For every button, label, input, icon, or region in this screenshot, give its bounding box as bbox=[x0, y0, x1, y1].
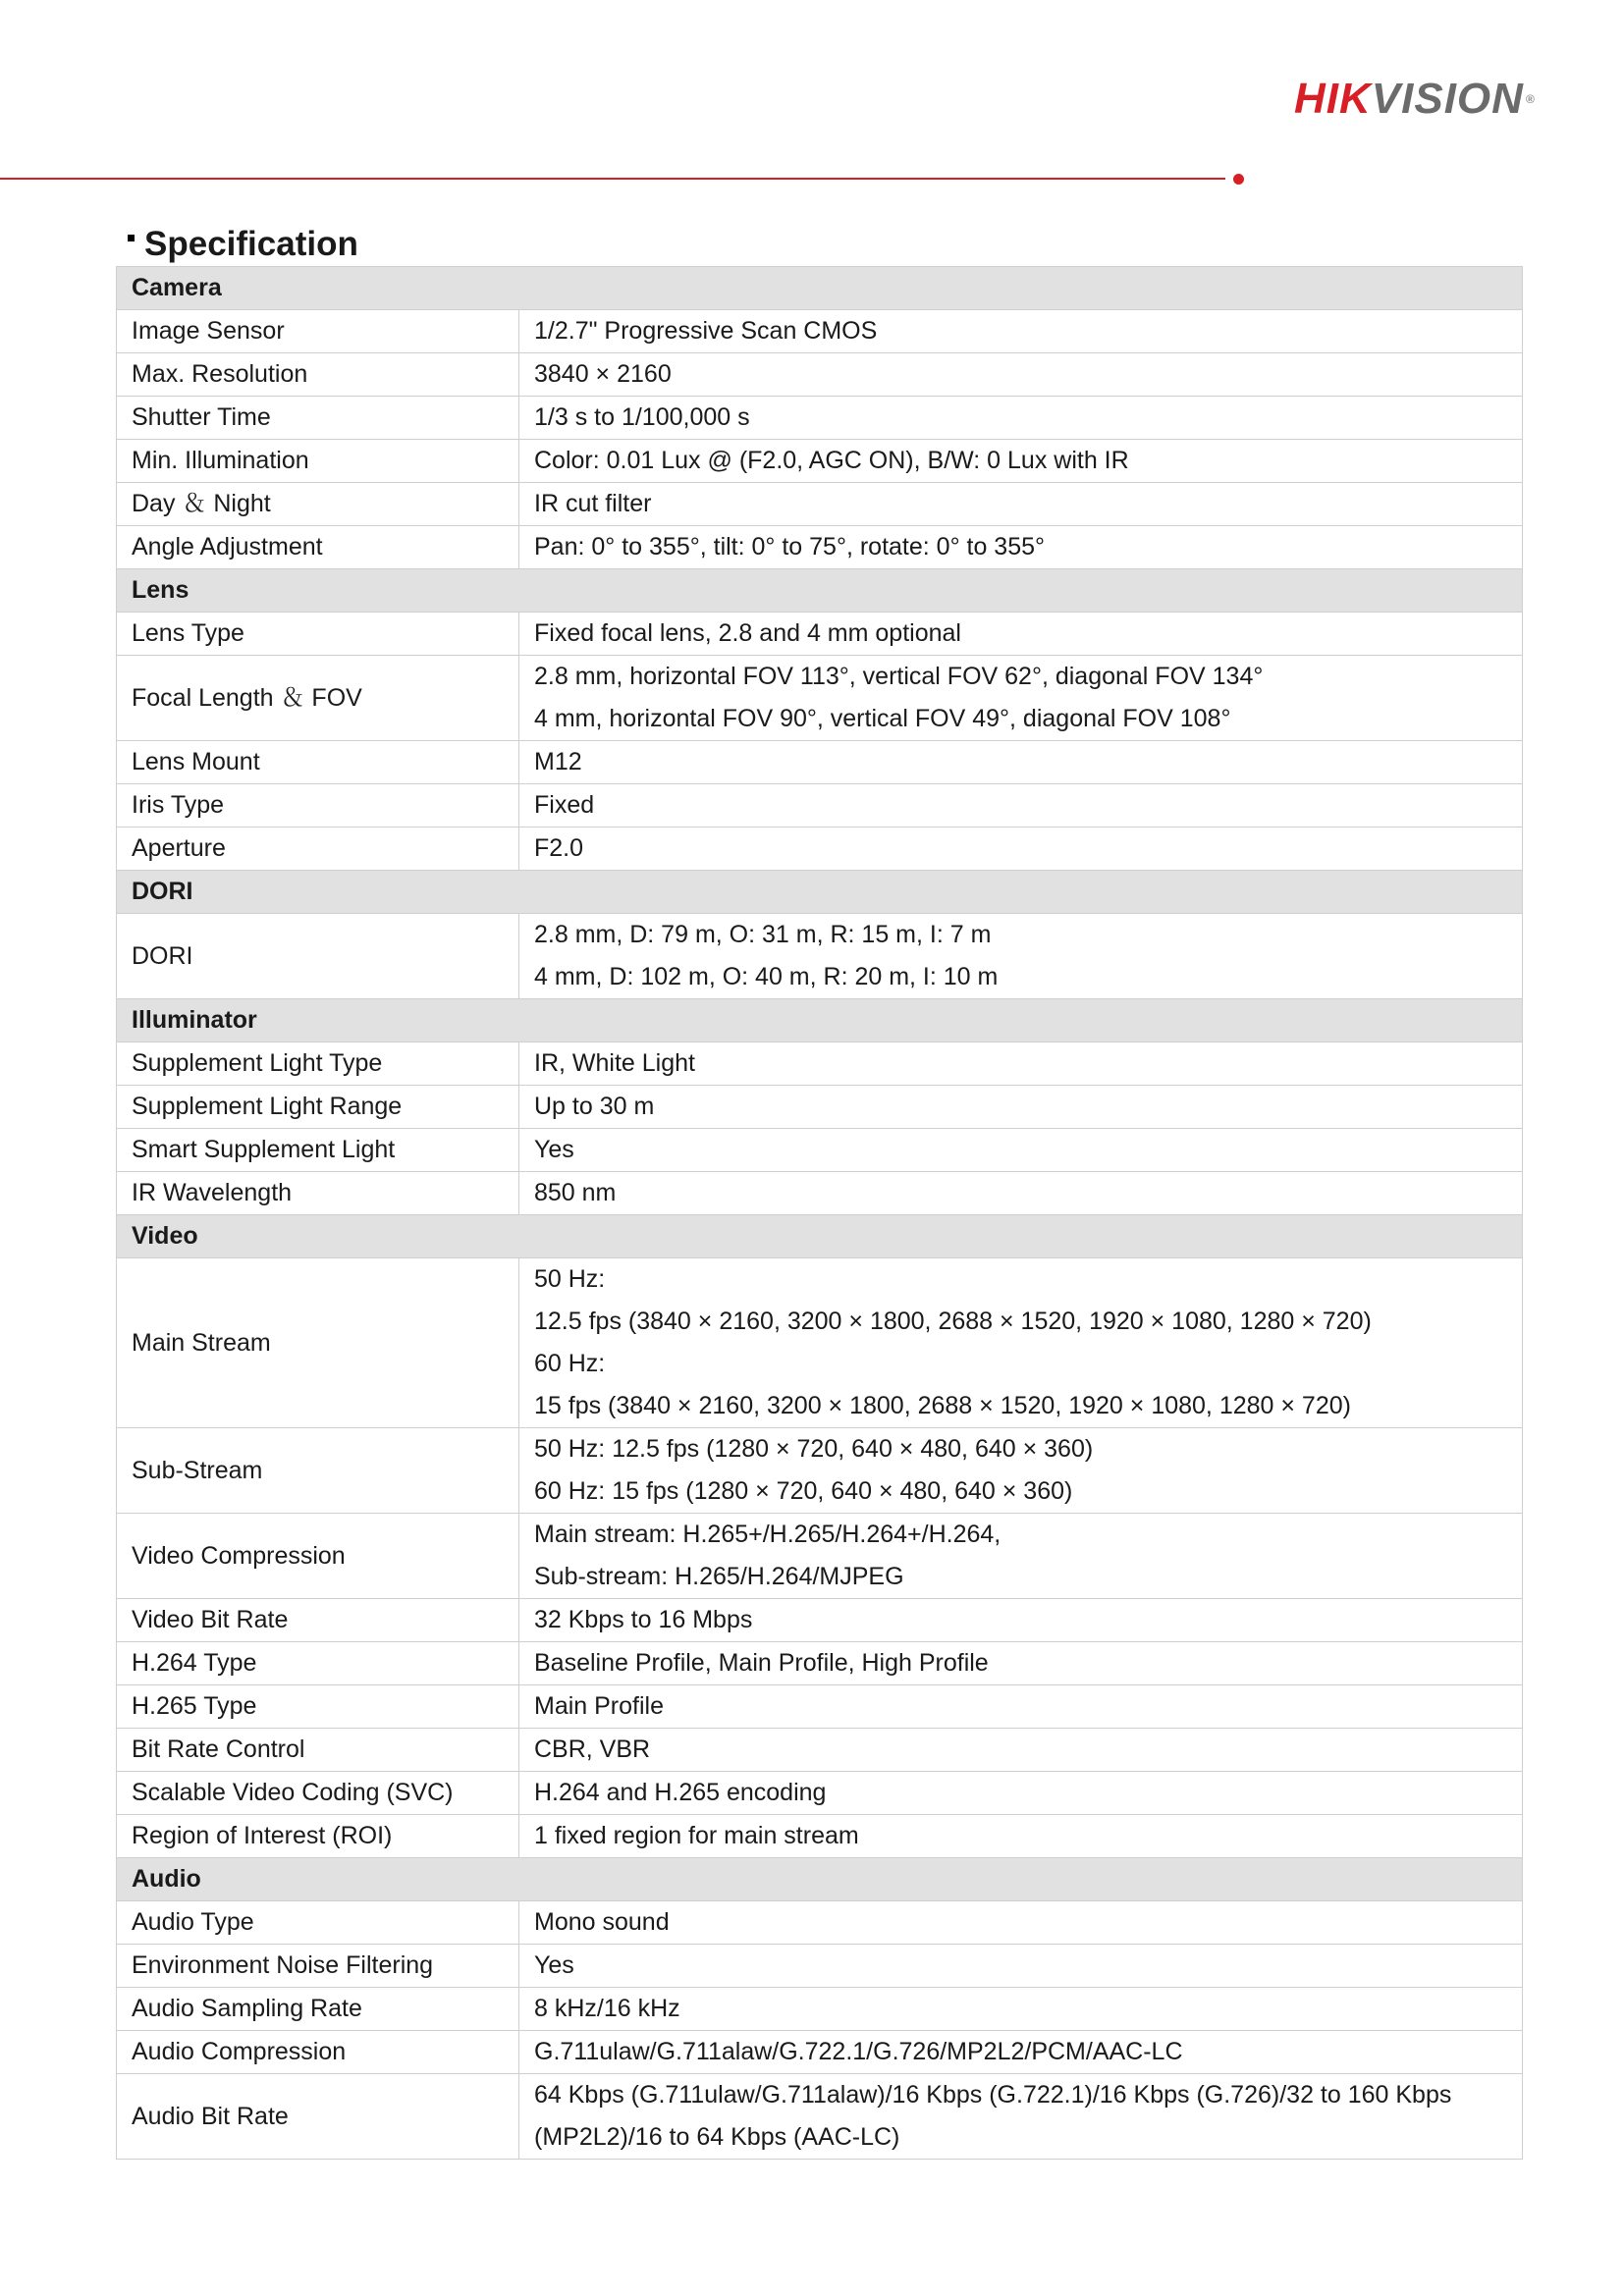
spec-row bbox=[117, 1815, 1523, 1858]
spec-row bbox=[117, 1428, 1523, 1514]
spec-row bbox=[117, 1685, 1523, 1729]
spec-value-line: 64 Kbps (G.711ulaw/G.711alaw)/16 Kbps (G.722.1)/16 Kbps (G.726)/32 to 160 Kbps bbox=[534, 2081, 1452, 2109]
spec-value-line: 850 nm bbox=[534, 1179, 617, 1206]
spec-label: Supplement Light Type bbox=[117, 1042, 519, 1086]
spec-label: Max. Resolution bbox=[117, 353, 519, 397]
spec-row bbox=[117, 613, 1523, 656]
spec-value-line: 2.8 mm, horizontal FOV 113°, vertical FOV 62°, diagonal FOV 134° bbox=[534, 663, 1264, 690]
section-row-dori bbox=[117, 871, 1523, 914]
spec-label: Audio Compression bbox=[117, 2031, 519, 2074]
spec-row bbox=[117, 1042, 1523, 1086]
spec-value-line: IR, White Light bbox=[534, 1049, 695, 1077]
spec-value bbox=[519, 1129, 1523, 1172]
spec-row bbox=[117, 2074, 1523, 2160]
spec-row bbox=[117, 1945, 1523, 1988]
spec-label: Video Compression bbox=[117, 1514, 519, 1599]
spec-label: H.265 Type bbox=[117, 1685, 519, 1729]
section-row-lens bbox=[117, 569, 1523, 613]
spec-value bbox=[519, 440, 1523, 483]
spec-value-line: Fixed bbox=[534, 791, 595, 819]
header-divider-dot bbox=[1233, 174, 1244, 185]
spec-value bbox=[519, 1042, 1523, 1086]
title-bullet-icon bbox=[128, 235, 135, 241]
spec-label: Lens Mount bbox=[117, 741, 519, 784]
spec-value-line: 60 Hz: 15 fps (1280 × 720, 640 × 480, 640 × 360) bbox=[534, 1477, 1073, 1505]
spec-label: Day ＆ Night bbox=[117, 483, 519, 526]
spec-value bbox=[519, 784, 1523, 828]
specification-table bbox=[116, 266, 1523, 2160]
spec-value-line: 1/2.7" Progressive Scan CMOS bbox=[534, 317, 878, 345]
spec-row bbox=[117, 828, 1523, 871]
spec-row bbox=[117, 1129, 1523, 1172]
spec-value-line: 2.8 mm, D: 79 m, O: 31 m, R: 15 m, I: 7 m bbox=[534, 921, 992, 948]
spec-label: Iris Type bbox=[117, 784, 519, 828]
spec-value bbox=[519, 1729, 1523, 1772]
spec-value-line: Main stream: H.265+/H.265/H.264+/H.264, bbox=[534, 1521, 1001, 1548]
spec-value-line: Baseline Profile, Main Profile, High Profile bbox=[534, 1649, 989, 1677]
spec-label: Focal Length ＆ FOV bbox=[117, 656, 519, 741]
page-title-text: Specification bbox=[144, 225, 358, 263]
spec-value-line: IR cut filter bbox=[534, 490, 652, 517]
spec-label: Sub-Stream bbox=[117, 1428, 519, 1514]
spec-label: Bit Rate Control bbox=[117, 1729, 519, 1772]
spec-value bbox=[519, 1685, 1523, 1729]
spec-label: Smart Supplement Light bbox=[117, 1129, 519, 1172]
spec-row bbox=[117, 1729, 1523, 1772]
spec-label: Region of Interest (ROI) bbox=[117, 1815, 519, 1858]
spec-row bbox=[117, 1772, 1523, 1815]
spec-value-line: Yes bbox=[534, 1136, 574, 1163]
spec-value-line: G.711ulaw/G.711alaw/G.722.1/G.726/MP2L2/PCM/AAC-LC bbox=[534, 2038, 1183, 2065]
spec-row bbox=[117, 1172, 1523, 1215]
spec-value bbox=[519, 526, 1523, 569]
spec-row bbox=[117, 483, 1523, 526]
spec-value-line: 12.5 fps (3840 × 2160, 3200 × 1800, 2688 × 1520, 1920 × 1080, 1280 × 720) bbox=[534, 1308, 1372, 1335]
spec-label: Image Sensor bbox=[117, 310, 519, 353]
spec-value bbox=[519, 1988, 1523, 2031]
spec-row bbox=[117, 1988, 1523, 2031]
spec-label: Shutter Time bbox=[117, 397, 519, 440]
spec-value-line: 4 mm, horizontal FOV 90°, vertical FOV 49°, diagonal FOV 108° bbox=[534, 705, 1231, 732]
spec-value-line: (MP2L2)/16 to 64 Kbps (AAC-LC) bbox=[534, 2123, 900, 2151]
spec-value bbox=[519, 1772, 1523, 1815]
spec-value-line: F2.0 bbox=[534, 834, 584, 862]
page-title bbox=[128, 220, 358, 269]
spec-value-line: 32 Kbps to 16 Mbps bbox=[534, 1606, 753, 1633]
spec-row bbox=[117, 1599, 1523, 1642]
spec-label: Angle Adjustment bbox=[117, 526, 519, 569]
spec-label: Scalable Video Coding (SVC) bbox=[117, 1772, 519, 1815]
spec-value-line: Mono sound bbox=[534, 1908, 670, 1936]
spec-value bbox=[519, 353, 1523, 397]
section-heading: Audio bbox=[117, 1858, 1523, 1901]
spec-row bbox=[117, 784, 1523, 828]
spec-value bbox=[519, 1258, 1523, 1428]
spec-value bbox=[519, 828, 1523, 871]
spec-row bbox=[117, 526, 1523, 569]
spec-row bbox=[117, 397, 1523, 440]
spec-value-line: M12 bbox=[534, 748, 582, 775]
spec-value bbox=[519, 1945, 1523, 1988]
spec-value bbox=[519, 1428, 1523, 1514]
spec-value bbox=[519, 1086, 1523, 1129]
spec-value-line: Color: 0.01 Lux @ (F2.0, AGC ON), B/W: 0 Lux with IR bbox=[534, 447, 1129, 474]
spec-row bbox=[117, 353, 1523, 397]
spec-row bbox=[117, 914, 1523, 999]
section-heading: Lens bbox=[117, 569, 1523, 613]
spec-value-line: 1 fixed region for main stream bbox=[534, 1822, 859, 1849]
section-row-illuminator bbox=[117, 999, 1523, 1042]
spec-value-line: Up to 30 m bbox=[534, 1093, 655, 1120]
spec-value bbox=[519, 1901, 1523, 1945]
logo-primary: HIK bbox=[1294, 75, 1372, 123]
spec-value-line: 50 Hz: bbox=[534, 1265, 606, 1293]
spec-value-line: 60 Hz: bbox=[534, 1350, 606, 1377]
spec-value bbox=[519, 613, 1523, 656]
spec-label: H.264 Type bbox=[117, 1642, 519, 1685]
spec-label: Audio Bit Rate bbox=[117, 2074, 519, 2160]
spec-value bbox=[519, 1599, 1523, 1642]
spec-value bbox=[519, 483, 1523, 526]
spec-value bbox=[519, 1642, 1523, 1685]
spec-row bbox=[117, 1901, 1523, 1945]
spec-row bbox=[117, 1258, 1523, 1428]
spec-value bbox=[519, 2074, 1523, 2160]
section-heading: Camera bbox=[117, 267, 1523, 310]
spec-label: Supplement Light Range bbox=[117, 1086, 519, 1129]
spec-row bbox=[117, 741, 1523, 784]
registered-mark: ® bbox=[1525, 92, 1536, 106]
hikvision-logo bbox=[1294, 75, 1536, 124]
section-row-camera bbox=[117, 267, 1523, 310]
spec-label: Lens Type bbox=[117, 613, 519, 656]
spec-value-line: 8 kHz/16 kHz bbox=[534, 1995, 680, 2022]
section-row-video bbox=[117, 1215, 1523, 1258]
spec-value-line: H.264 and H.265 encoding bbox=[534, 1779, 827, 1806]
section-row-audio bbox=[117, 1858, 1523, 1901]
spec-value-line: Fixed focal lens, 2.8 and 4 mm optional bbox=[534, 619, 961, 647]
spec-value-line: 4 mm, D: 102 m, O: 40 m, R: 20 m, I: 10 m bbox=[534, 963, 999, 990]
section-heading: Illuminator bbox=[117, 999, 1523, 1042]
spec-value-line: 50 Hz: 12.5 fps (1280 × 720, 640 × 480, 640 × 360) bbox=[534, 1435, 1094, 1463]
spec-value bbox=[519, 310, 1523, 353]
spec-value-line: Yes bbox=[534, 1951, 574, 1979]
section-heading: DORI bbox=[117, 871, 1523, 914]
spec-row bbox=[117, 1642, 1523, 1685]
spec-row bbox=[117, 310, 1523, 353]
spec-value-line: Pan: 0° to 355°, tilt: 0° to 75°, rotate: 0° to 355° bbox=[534, 533, 1046, 561]
spec-value-line: Main Profile bbox=[534, 1692, 664, 1720]
spec-value bbox=[519, 1514, 1523, 1599]
spec-label: DORI bbox=[117, 914, 519, 999]
spec-row bbox=[117, 2031, 1523, 2074]
spec-value bbox=[519, 1815, 1523, 1858]
spec-label: Audio Sampling Rate bbox=[117, 1988, 519, 2031]
header-divider-line bbox=[0, 178, 1225, 180]
spec-value-line: CBR, VBR bbox=[534, 1735, 651, 1763]
spec-value-line: 15 fps (3840 × 2160, 3200 × 1800, 2688 × 1520, 1920 × 1080, 1280 × 720) bbox=[534, 1392, 1351, 1419]
spec-value-line: 3840 × 2160 bbox=[534, 360, 672, 388]
spec-label: IR Wavelength bbox=[117, 1172, 519, 1215]
spec-label: Aperture bbox=[117, 828, 519, 871]
spec-label: Audio Type bbox=[117, 1901, 519, 1945]
spec-value bbox=[519, 2031, 1523, 2074]
spec-value bbox=[519, 397, 1523, 440]
spec-label: Min. Illumination bbox=[117, 440, 519, 483]
logo-secondary: VISION bbox=[1371, 75, 1524, 123]
spec-label: Video Bit Rate bbox=[117, 1599, 519, 1642]
spec-value bbox=[519, 914, 1523, 999]
spec-label: Main Stream bbox=[117, 1258, 519, 1428]
spec-row bbox=[117, 656, 1523, 741]
spec-value-line: Sub-stream: H.265/H.264/MJPEG bbox=[534, 1563, 904, 1590]
spec-value bbox=[519, 656, 1523, 741]
specification-table-body bbox=[117, 267, 1523, 2160]
spec-label: Environment Noise Filtering bbox=[117, 1945, 519, 1988]
spec-row bbox=[117, 1514, 1523, 1599]
spec-row bbox=[117, 1086, 1523, 1129]
spec-value-line: 1/3 s to 1/100,000 s bbox=[534, 403, 750, 431]
spec-row bbox=[117, 440, 1523, 483]
spec-value bbox=[519, 741, 1523, 784]
section-heading: Video bbox=[117, 1215, 1523, 1258]
spec-value bbox=[519, 1172, 1523, 1215]
